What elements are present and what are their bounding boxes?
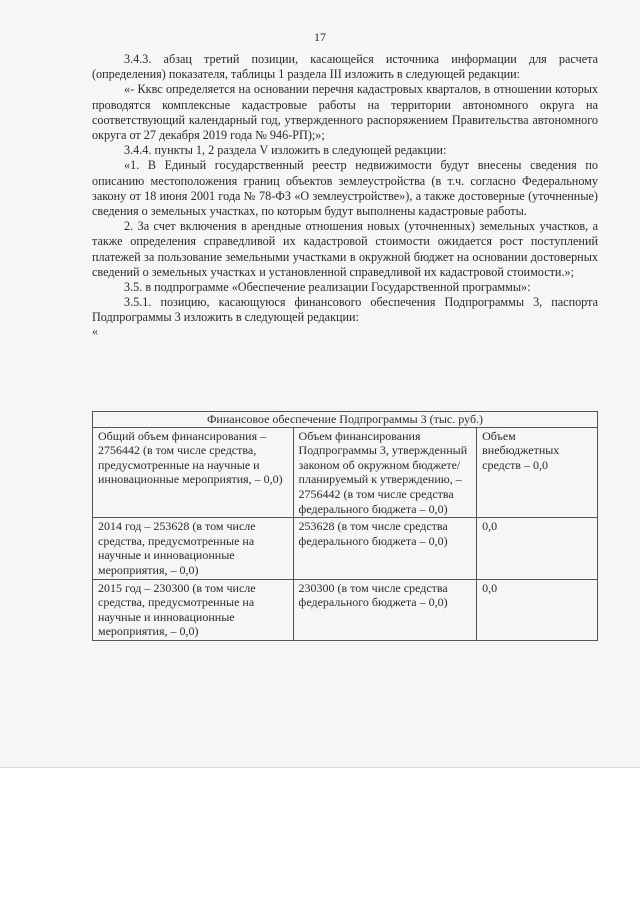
table-cell: 0,0 [477, 579, 598, 640]
table-cell: 0,0 [477, 518, 598, 579]
table-cell: 253628 (в том числе средства федерального бюджета – 0,0) [293, 518, 477, 579]
paragraph: 3.5. в подпрограмме «Обеспечение реализации Государственной программы»: [124, 280, 531, 295]
paragraph: «1. В Единый государственный реестр недвижимости будут внесены сведения по описанию местоположения границ объектов землеустройства (в т.ч. согласно Федеральному закону от 18 июня 2001 года № 78-ФЗ «О землеустройстве»), а также достоверные (уточненные) сведения о земельных участках, по которым будут выполнены кадастровые работы. [92, 158, 598, 219]
table-row [93, 518, 598, 579]
table-cell: Общий объем финансирования – 2756442 (в том числе средства, предусмотренные на научные и инновационные мероприятия, – 0,0) [93, 427, 294, 518]
paragraph: 3.5.1. позицию, касающуюся финансового обеспечения Подпрограммы 3, паспорта Подпрограммы 3 изложить в следующей редакции: [92, 295, 598, 325]
paragraph: 2. За счет включения в арендные отношения новых (уточненных) земельных участков, а также определения справедливой их кадастровой стоимости ожидается рост поступлений платежей за пользование земельными участками в окружной бюджет на основании достоверных сведений о земельных участках и установленной справедливой их кадастровой стоимости.»; [92, 219, 598, 279]
table-row [93, 427, 598, 518]
page-number: 17 [314, 30, 326, 44]
table-cell: Объем финансирования Подпрограммы 3, утвержденный законом об окружном бюджете/планируемый к утверждению, – 2756442 (в том числе средства федерального бюджета – 0,0) [293, 427, 477, 518]
table-cell: 2015 год – 230300 (в том числе средства, предусмотренные на научные и инновационные мероприятия, – 0,0) [93, 579, 294, 640]
table-cell: 2014 год – 253628 (в том числе средства, предусмотренные на научные и инновационные мероприятия, – 0,0) [93, 518, 294, 579]
table-cell: 230300 (в том числе средства федерального бюджета – 0,0) [293, 579, 477, 640]
table-row [93, 579, 598, 640]
table-title: Финансовое обеспечение Подпрограммы 3 (тыс. руб.) [93, 412, 598, 428]
paragraph: 3.4.4. пункты 1, 2 раздела V изложить в следующей редакции: [124, 143, 447, 158]
paragraph: «- Кквс определяется на основании перечня кадастровых кварталов, в отношении которых проводятся комплексные кадастровые работы на территории автономного округа на соответствующий календарный год, утвержденного распоряжением Правительства автономного округа от 27 декабря 2019 года № 946-РП);»; [92, 82, 598, 143]
table-cell: Объем внебюджетных средств – 0,0 [477, 427, 598, 518]
paragraph: 3.4.3. абзац третий позиции, касающейся источника информации для расчета (определения) показателя, таблицы 1 раздела III изложить в следующей редакции: [92, 52, 598, 82]
financing-table [92, 411, 598, 641]
table-title-row [93, 412, 598, 428]
opening-quote: « [92, 323, 98, 338]
document-body [92, 52, 598, 336]
